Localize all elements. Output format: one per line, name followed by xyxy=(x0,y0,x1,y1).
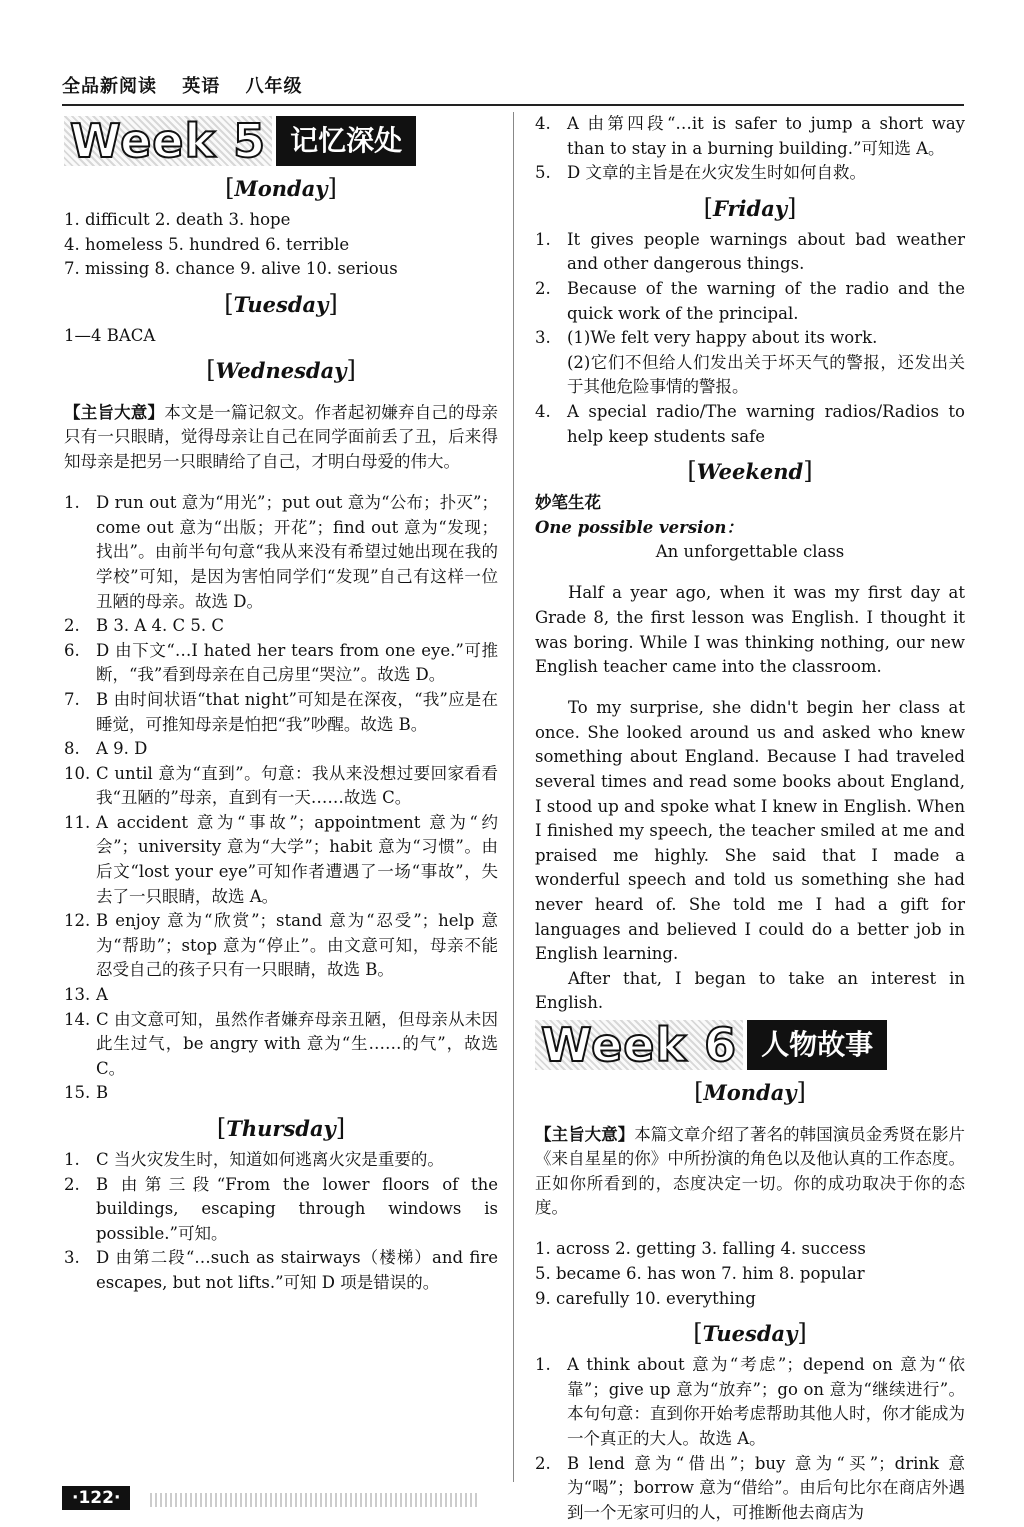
main-idea: 【主旨大意】本篇文章介绍了著名的韩国演员金秀贤在影片《来自星星的你》中所扮演的角色以及他认真的工作态度。正如你所看到的，态度决定一切。你的成功取决于你的态度。 xyxy=(535,1124,966,1218)
page-number: ·122· xyxy=(62,1486,130,1510)
answer-item: 8. A 9. D xyxy=(64,739,148,759)
page-header xyxy=(62,72,321,98)
week5-banner xyxy=(64,116,498,166)
week5-wednesday-heading: [Wednesday] xyxy=(206,356,356,385)
main-idea: 【主旨大意】本文是一篇记叙文。作者起初嫌弃自己的母亲只有一只眼睛，觉得母亲让自己在同学面前丢了丑，后来得知母亲是把另一只眼睛给了自己，才明白母爱的伟大。 xyxy=(64,402,499,472)
monday-row: 5. became 6. has won 7. him 8. popular xyxy=(535,1263,865,1283)
week5-monday-heading: [Monday] xyxy=(225,174,337,202)
book-title: 全品新阅读 xyxy=(62,76,157,97)
answer-item: 11. A accident 意为“事故”；appointment 意为“约会”；university 意为“大学”；habit 意为“习惯”。由后文“lost your eye”可知作者遭遇了一场“事故”，失去了一只眼睛，故选 A。 xyxy=(64,812,498,906)
answer-item: 13. A xyxy=(64,985,108,1005)
essay-paragraph: After that, I began to take an interest in English. xyxy=(535,968,965,1013)
answer-item: 2. B lend 意为“借出”；buy 意为“买”；drink 意为“喝”；borrow 意为“借给”。由后句比尔在商店外遇到一个无家可归的人，可推断他去商店为 xyxy=(535,1453,965,1522)
week5-label: Week 5 xyxy=(64,116,272,166)
week6-tuesday-heading: [Tuesday] xyxy=(693,1319,807,1348)
answer-item: 5. D 文章的主旨是在火灾发生时如何自救。 xyxy=(535,163,866,183)
essay-paragraph: To my surprise, she didn't begin her class at once. She looked around us and asked who knew something about England. Because I had traveled several times and read some books about England, I stood up and spoke what I knew in English. When I finished my speech, the teacher smiled at me and praised me highly. She said that I made a wonderful speech and told us something she had never heard of. She told me I had a gift for languages and believed I could do a better job in English learning. xyxy=(535,698,965,964)
tuesday-answer: 1—4 BACA xyxy=(64,325,156,345)
answer-item: 2. B 由第三段“From the lower floors of the buildings, escaping through windows is possible.”可知。 xyxy=(64,1174,498,1243)
grade: 八年级 xyxy=(245,76,303,97)
monday-row: 1. difficult 2. death 3. hope xyxy=(64,210,291,229)
monday-row: 4. homeless 5. hundred 6. terrible xyxy=(64,234,350,254)
answer-item: 2. Because of the warning of the radio and the quick work of the principal. xyxy=(535,278,965,323)
left-column xyxy=(64,112,498,1296)
answer-item: 7. B 由时间状语“that night”可知是在深夜，“我”应是在睡觉，可推知母亲是怕把“我”吵醒。故选 B。 xyxy=(64,689,498,734)
week5-friday-heading: [Friday] xyxy=(703,193,797,222)
week5-weekend-heading: [Weekend] xyxy=(687,457,813,486)
week6-banner xyxy=(535,1020,965,1070)
week6-topic: 人物故事 xyxy=(747,1020,887,1070)
subject: 英语 xyxy=(182,76,221,97)
week6-label: Week 6 xyxy=(535,1020,743,1070)
essay-title: An unforgettable class xyxy=(655,542,845,562)
week5-tuesday-heading: [Tuesday] xyxy=(224,289,338,318)
answer-item: 1. A think about 意为“考虑”；depend on 意为“依靠”；give up 意为“放弃”；go on 意为“继续进行”。本句句意：直到你开始考虑帮助其他人时，你才能成为一个真正的大人。故选 A。 xyxy=(535,1355,965,1448)
answer-item: 2. B 3. A 4. C 5. C xyxy=(64,616,224,636)
answer-item: 15. B xyxy=(64,1083,109,1103)
week6-monday-heading: [Monday] xyxy=(694,1078,806,1106)
answer-item: 10. C until 意为“直到”。句意：我从来没想过要回家看看我“丑陋的”母亲，直到有一天……故选 C。 xyxy=(64,763,498,808)
answer-item: 1. C 当火灾发生时，知道如何逃离火灾是重要的。 xyxy=(64,1150,444,1169)
section-title: 妙笔生花 xyxy=(535,493,601,513)
essay-paragraph: Half a year ago, when it was my first day at Grade 8, the first lesson was English. I thought it was boring. While I was thinking nothing, our new English teacher came into the classroom. xyxy=(535,583,965,677)
week5-topic: 记忆深处 xyxy=(276,116,416,166)
answer-item: 1. D run out 意为“用光”；put out 意为“公布；扑灭”；come out 意为“出版；开花”；find out 意为“发现；找出”。由前半句句意“我从来没有希望过她出现在我的学校”可知，是因为害怕同学们“发现”自己有这样一位丑陋的母亲。故选 D。 xyxy=(64,493,498,611)
answer-item: (2)它们不但给人们发出关于坏天气的警报，还发出关于其他危险事情的警报。 xyxy=(567,352,965,397)
answer-item: 12. B enjoy 意为“欣赏”；stand 意为“忍受”；help 意为“帮助”；stop 意为“停止”。由文意可知，母亲不能忍受自己的孩子只有一只眼睛，故选 B。 xyxy=(64,911,498,980)
week5-thursday-heading: [Thursday] xyxy=(216,1114,346,1142)
column-divider xyxy=(513,112,514,1482)
answer-item: 4. A 由第四段“…it is safer to jump a short way than to stay in a burning building.”可知选 A。 xyxy=(535,114,965,158)
answer-item: 3. (1)We felt very happy about its work. xyxy=(535,328,878,348)
monday-row: 1. across 2. getting 3. falling 4. success xyxy=(535,1239,866,1259)
answer-item: 6. D 由下文“…I hated her tears from one eye.”可推断，“我”看到母亲在自己房里“哭泣”。故选 D。 xyxy=(64,640,498,685)
version-label: One possible version： xyxy=(535,517,743,537)
monday-row: 9. carefully 10. everything xyxy=(535,1288,756,1308)
answer-item: 3. D 由第二段“…such as stairways（楼梯）and fire escapes, but not lifts.”可知 D 项是错误的。 xyxy=(64,1248,498,1292)
right-column xyxy=(535,112,965,1525)
answer-item: 1. It gives people warnings about bad weather and other dangerous things. xyxy=(535,229,965,274)
footer-stripe xyxy=(150,1493,480,1507)
header-rule xyxy=(62,104,964,106)
answer-item: 4. A special radio/The warning radios/Radios to help keep students safe xyxy=(535,401,965,446)
monday-row: 7. missing 8. chance 9. alive 10. serious xyxy=(64,259,398,279)
answer-item: 14. C 由文意可知，虽然作者嫌弃母亲丑陋，但母亲从未因此生过气，be angry with 意为“生……的气”，故选 C。 xyxy=(64,1009,498,1078)
